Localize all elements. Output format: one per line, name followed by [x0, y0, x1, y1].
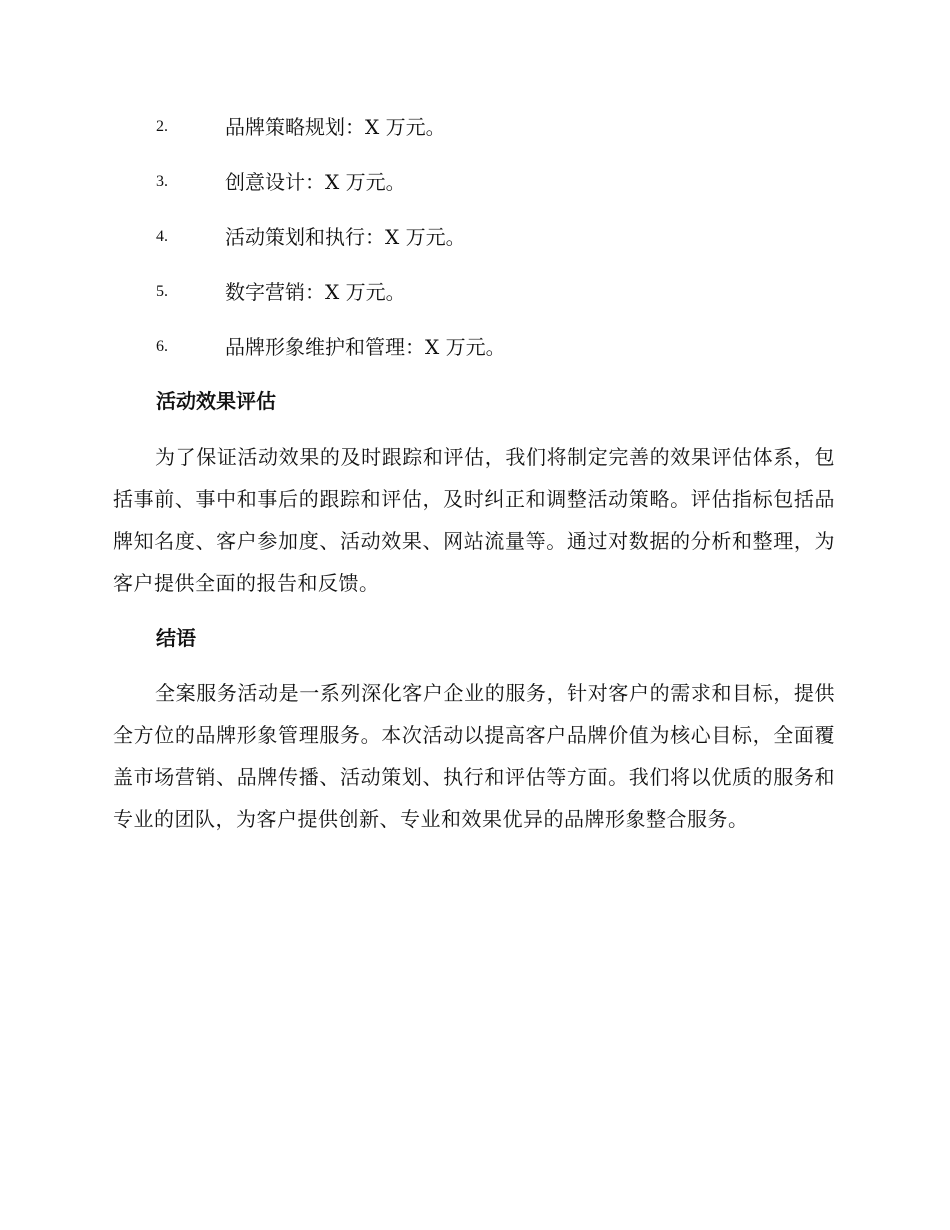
list-text: 数字营销：X 万元。 [225, 280, 406, 304]
list-number: 6. [156, 338, 168, 355]
budget-list-item [0, 112, 950, 142]
list-text: 品牌策略规划：X 万元。 [225, 115, 446, 139]
list-text: 活动策划和执行：X 万元。 [225, 225, 466, 249]
evaluation-paragraph: 为了保证活动效果的及时跟踪和评估，我们将制定完善的效果评估体系，包括事前、事中和事后的跟踪和评估，及时纠正和调整活动策略。评估指标包括品牌知名度、客户参加度、活动效果、网站流量等。通过对数据的分析和整理，为客户提供全面的报告和反馈。 [113, 445, 835, 595]
list-text: 创意设计：X 万元。 [225, 170, 406, 194]
list-number: 4. [156, 228, 168, 245]
conclusion-paragraph: 全案服务活动是一系列深化客户企业的服务，针对客户的需求和目标，提供全方位的品牌形象管理服务。本次活动以提高客户品牌价值为核心目标，全面覆盖市场营销、品牌传播、活动策划、执行和评估等方面。我们将以优质的服务和专业的团队，为客户提供创新、专业和效果优异的品牌形象整合服务。 [113, 681, 835, 831]
budget-list-item [0, 222, 950, 252]
list-text: 品牌形象维护和管理：X 万元。 [225, 335, 506, 359]
budget-list-item [0, 277, 950, 307]
list-number: 5. [156, 283, 168, 300]
list-number: 3. [156, 173, 168, 190]
evaluation-heading: 活动效果评估 [156, 389, 276, 413]
conclusion-heading: 结语 [156, 626, 196, 650]
budget-list-item [0, 167, 950, 197]
budget-list-item [0, 332, 950, 362]
list-number: 2. [156, 118, 168, 135]
